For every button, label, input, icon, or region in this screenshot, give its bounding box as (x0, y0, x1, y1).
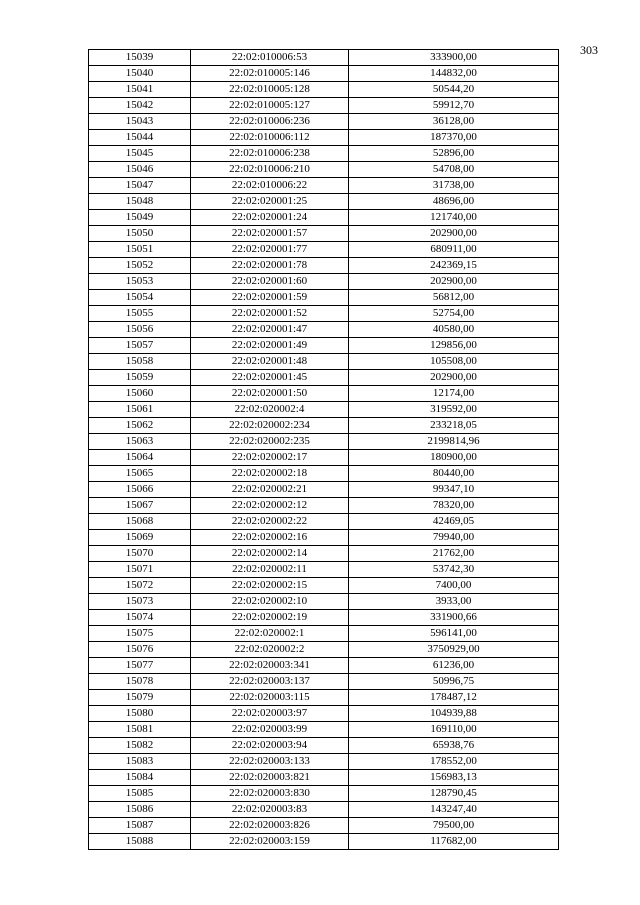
cadastral-number-cell: 22:02:020001:47 (191, 322, 349, 338)
value-cell: 54708,00 (349, 162, 559, 178)
table-row (89, 578, 559, 594)
table-row (89, 194, 559, 210)
row-number-cell: 15073 (89, 594, 191, 610)
row-number-cell: 15040 (89, 66, 191, 82)
table-row (89, 658, 559, 674)
table-row (89, 594, 559, 610)
cadastral-number-cell: 22:02:020001:45 (191, 370, 349, 386)
value-cell: 2199814,96 (349, 434, 559, 450)
value-cell: 79500,00 (349, 818, 559, 834)
value-cell: 680911,00 (349, 242, 559, 258)
cadastral-number-cell: 22:02:020001:59 (191, 290, 349, 306)
table-row (89, 514, 559, 530)
table-row (89, 162, 559, 178)
row-number-cell: 15076 (89, 642, 191, 658)
table-row (89, 530, 559, 546)
value-cell: 187370,00 (349, 130, 559, 146)
row-number-cell: 15088 (89, 834, 191, 850)
value-cell: 202900,00 (349, 370, 559, 386)
table-row (89, 546, 559, 562)
value-cell: 59912,70 (349, 98, 559, 114)
row-number-cell: 15039 (89, 50, 191, 66)
value-cell: 50544,20 (349, 82, 559, 98)
value-cell: 12174,00 (349, 386, 559, 402)
row-number-cell: 15083 (89, 754, 191, 770)
value-cell: 104939,88 (349, 706, 559, 722)
cadastral-number-cell: 22:02:020003:115 (191, 690, 349, 706)
table-row (89, 786, 559, 802)
table-row (89, 482, 559, 498)
table-row (89, 290, 559, 306)
row-number-cell: 15067 (89, 498, 191, 514)
row-number-cell: 15079 (89, 690, 191, 706)
table-row (89, 434, 559, 450)
value-cell: 65938,76 (349, 738, 559, 754)
cadastral-number-cell: 22:02:020003:137 (191, 674, 349, 690)
cadastral-number-cell: 22:02:020002:4 (191, 402, 349, 418)
cadastral-number-cell: 22:02:020002:12 (191, 498, 349, 514)
row-number-cell: 15085 (89, 786, 191, 802)
registry-table-body (89, 50, 559, 850)
value-cell: 50996,75 (349, 674, 559, 690)
table-row (89, 386, 559, 402)
row-number-cell: 15070 (89, 546, 191, 562)
row-number-cell: 15056 (89, 322, 191, 338)
value-cell: 53742,30 (349, 562, 559, 578)
value-cell: 99347,10 (349, 482, 559, 498)
value-cell: 180900,00 (349, 450, 559, 466)
value-cell: 202900,00 (349, 226, 559, 242)
value-cell: 52754,00 (349, 306, 559, 322)
table-row (89, 178, 559, 194)
value-cell: 117682,00 (349, 834, 559, 850)
row-number-cell: 15077 (89, 658, 191, 674)
cadastral-number-cell: 22:02:020002:19 (191, 610, 349, 626)
row-number-cell: 15061 (89, 402, 191, 418)
value-cell: 169110,00 (349, 722, 559, 738)
page-number: 303 (580, 43, 598, 57)
cadastral-number-cell: 22:02:010006:22 (191, 178, 349, 194)
row-number-cell: 15045 (89, 146, 191, 162)
table-row (89, 402, 559, 418)
table-row (89, 466, 559, 482)
row-number-cell: 15049 (89, 210, 191, 226)
table-row (89, 610, 559, 626)
row-number-cell: 15066 (89, 482, 191, 498)
value-cell: 178487,12 (349, 690, 559, 706)
row-number-cell: 15084 (89, 770, 191, 786)
row-number-cell: 15054 (89, 290, 191, 306)
row-number-cell: 15080 (89, 706, 191, 722)
cadastral-number-cell: 22:02:020002:1 (191, 626, 349, 642)
row-number-cell: 15074 (89, 610, 191, 626)
row-number-cell: 15051 (89, 242, 191, 258)
cadastral-number-cell: 22:02:020002:21 (191, 482, 349, 498)
cadastral-number-cell: 22:02:020001:78 (191, 258, 349, 274)
table-row (89, 802, 559, 818)
value-cell: 42469,05 (349, 514, 559, 530)
value-cell: 121740,00 (349, 210, 559, 226)
registry-table (88, 49, 559, 850)
table-row (89, 82, 559, 98)
table-row (89, 354, 559, 370)
row-number-cell: 15044 (89, 130, 191, 146)
cadastral-number-cell: 22:02:010006:53 (191, 50, 349, 66)
row-number-cell: 15078 (89, 674, 191, 690)
value-cell: 202900,00 (349, 274, 559, 290)
table-row (89, 818, 559, 834)
table-row (89, 50, 559, 66)
table-row (89, 418, 559, 434)
table-row (89, 754, 559, 770)
cadastral-number-cell: 22:02:010005:146 (191, 66, 349, 82)
cadastral-number-cell: 22:02:020003:826 (191, 818, 349, 834)
value-cell: 40580,00 (349, 322, 559, 338)
cadastral-number-cell: 22:02:020002:22 (191, 514, 349, 530)
cadastral-number-cell: 22:02:020001:24 (191, 210, 349, 226)
table-row (89, 722, 559, 738)
table-row (89, 770, 559, 786)
row-number-cell: 15063 (89, 434, 191, 450)
cadastral-number-cell: 22:02:020002:11 (191, 562, 349, 578)
value-cell: 48696,00 (349, 194, 559, 210)
value-cell: 596141,00 (349, 626, 559, 642)
cadastral-number-cell: 22:02:020002:10 (191, 594, 349, 610)
value-cell: 3933,00 (349, 594, 559, 610)
table-row (89, 562, 559, 578)
cadastral-number-cell: 22:02:020002:235 (191, 434, 349, 450)
row-number-cell: 15069 (89, 530, 191, 546)
row-number-cell: 15072 (89, 578, 191, 594)
row-number-cell: 15052 (89, 258, 191, 274)
value-cell: 331900,66 (349, 610, 559, 626)
cadastral-number-cell: 22:02:020001:52 (191, 306, 349, 322)
table-row (89, 66, 559, 82)
row-number-cell: 15060 (89, 386, 191, 402)
value-cell: 233218,05 (349, 418, 559, 434)
cadastral-number-cell: 22:02:020002:15 (191, 578, 349, 594)
cadastral-number-cell: 22:02:020003:830 (191, 786, 349, 802)
cadastral-number-cell: 22:02:020001:50 (191, 386, 349, 402)
cadastral-number-cell: 22:02:020003:133 (191, 754, 349, 770)
value-cell: 52896,00 (349, 146, 559, 162)
value-cell: 80440,00 (349, 466, 559, 482)
cadastral-number-cell: 22:02:010006:236 (191, 114, 349, 130)
table-row (89, 114, 559, 130)
cadastral-number-cell: 22:02:010006:238 (191, 146, 349, 162)
row-number-cell: 15043 (89, 114, 191, 130)
row-number-cell: 15048 (89, 194, 191, 210)
value-cell: 156983,13 (349, 770, 559, 786)
value-cell: 333900,00 (349, 50, 559, 66)
row-number-cell: 15057 (89, 338, 191, 354)
table-row (89, 146, 559, 162)
table-row (89, 338, 559, 354)
row-number-cell: 15046 (89, 162, 191, 178)
value-cell: 78320,00 (349, 498, 559, 514)
row-number-cell: 15041 (89, 82, 191, 98)
value-cell: 242369,15 (349, 258, 559, 274)
value-cell: 319592,00 (349, 402, 559, 418)
table-row (89, 626, 559, 642)
cadastral-number-cell: 22:02:020001:48 (191, 354, 349, 370)
table-row (89, 306, 559, 322)
row-number-cell: 15071 (89, 562, 191, 578)
table-row (89, 738, 559, 754)
value-cell: 129856,00 (349, 338, 559, 354)
row-number-cell: 15047 (89, 178, 191, 194)
table-row (89, 370, 559, 386)
value-cell: 143247,40 (349, 802, 559, 818)
table-row (89, 642, 559, 658)
row-number-cell: 15059 (89, 370, 191, 386)
table-row (89, 674, 559, 690)
row-number-cell: 15042 (89, 98, 191, 114)
value-cell: 105508,00 (349, 354, 559, 370)
cadastral-number-cell: 22:02:020003:97 (191, 706, 349, 722)
value-cell: 21762,00 (349, 546, 559, 562)
row-number-cell: 15082 (89, 738, 191, 754)
cadastral-number-cell: 22:02:010005:128 (191, 82, 349, 98)
cadastral-number-cell: 22:02:020001:60 (191, 274, 349, 290)
cadastral-number-cell: 22:02:020001:25 (191, 194, 349, 210)
cadastral-number-cell: 22:02:010006:210 (191, 162, 349, 178)
cadastral-number-cell: 22:02:020002:14 (191, 546, 349, 562)
row-number-cell: 15081 (89, 722, 191, 738)
cadastral-number-cell: 22:02:020003:159 (191, 834, 349, 850)
value-cell: 178552,00 (349, 754, 559, 770)
table-row (89, 258, 559, 274)
row-number-cell: 15058 (89, 354, 191, 370)
cadastral-number-cell: 22:02:020003:83 (191, 802, 349, 818)
row-number-cell: 15087 (89, 818, 191, 834)
table-row (89, 210, 559, 226)
row-number-cell: 15068 (89, 514, 191, 530)
cadastral-number-cell: 22:02:020002:234 (191, 418, 349, 434)
cadastral-number-cell: 22:02:020001:77 (191, 242, 349, 258)
value-cell: 7400,00 (349, 578, 559, 594)
cadastral-number-cell: 22:02:020002:2 (191, 642, 349, 658)
cadastral-number-cell: 22:02:020003:341 (191, 658, 349, 674)
row-number-cell: 15065 (89, 466, 191, 482)
row-number-cell: 15062 (89, 418, 191, 434)
value-cell: 36128,00 (349, 114, 559, 130)
table-row (89, 274, 559, 290)
row-number-cell: 15055 (89, 306, 191, 322)
row-number-cell: 15075 (89, 626, 191, 642)
cadastral-number-cell: 22:02:020001:57 (191, 226, 349, 242)
cadastral-number-cell: 22:02:020002:16 (191, 530, 349, 546)
value-cell: 31738,00 (349, 178, 559, 194)
value-cell: 128790,45 (349, 786, 559, 802)
table-row (89, 834, 559, 850)
table-row (89, 242, 559, 258)
value-cell: 61236,00 (349, 658, 559, 674)
row-number-cell: 15053 (89, 274, 191, 290)
cadastral-number-cell: 22:02:020003:99 (191, 722, 349, 738)
row-number-cell: 15050 (89, 226, 191, 242)
cadastral-number-cell: 22:02:010006:112 (191, 130, 349, 146)
row-number-cell: 15086 (89, 802, 191, 818)
table-row (89, 322, 559, 338)
table-row (89, 98, 559, 114)
table-row (89, 130, 559, 146)
cadastral-number-cell: 22:02:020003:94 (191, 738, 349, 754)
table-row (89, 498, 559, 514)
table-row (89, 226, 559, 242)
table-row (89, 450, 559, 466)
row-number-cell: 15064 (89, 450, 191, 466)
value-cell: 3750929,00 (349, 642, 559, 658)
cadastral-number-cell: 22:02:020001:49 (191, 338, 349, 354)
cadastral-number-cell: 22:02:010005:127 (191, 98, 349, 114)
table-row (89, 706, 559, 722)
cadastral-number-cell: 22:02:020002:17 (191, 450, 349, 466)
cadastral-number-cell: 22:02:020002:18 (191, 466, 349, 482)
table-row (89, 690, 559, 706)
value-cell: 79940,00 (349, 530, 559, 546)
value-cell: 144832,00 (349, 66, 559, 82)
cadastral-number-cell: 22:02:020003:821 (191, 770, 349, 786)
value-cell: 56812,00 (349, 290, 559, 306)
